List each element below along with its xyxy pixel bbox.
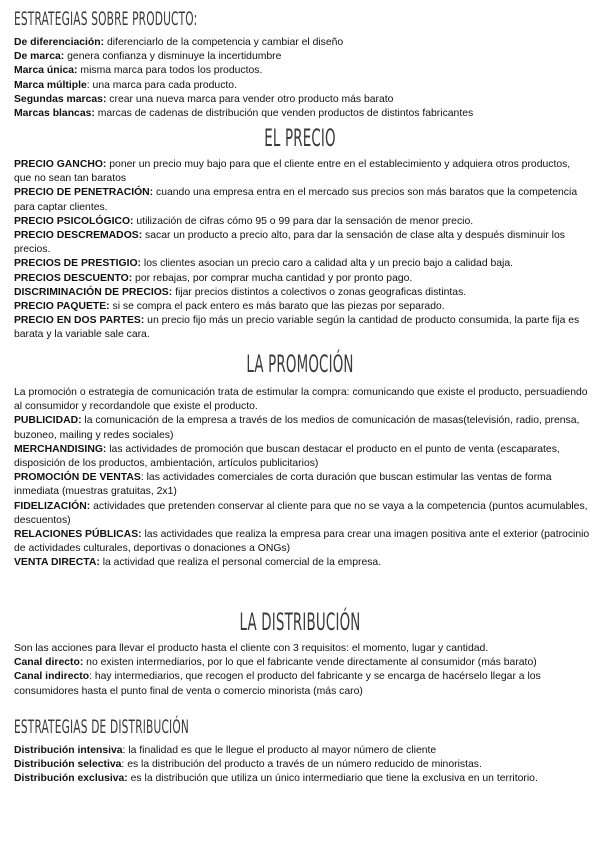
section-heading-distribucion: LA DISTRIBUCIÓN: [239, 608, 361, 636]
list-item: [14, 443, 590, 471]
definition: no existen intermediarios, por lo que el fabricante vende directamente al consumidor (más barato): [83, 657, 537, 669]
definition: : una marca para cada producto.: [86, 79, 237, 91]
definition: por rebajas, por comprar mucha cantidad y por pronto pago.: [132, 272, 413, 284]
list-item: [14, 758, 590, 772]
term: PROMOCIÓN DE VENTAS: [14, 472, 141, 484]
term: Distribución intensiva: [14, 745, 123, 756]
definition: misma marca para todos los productos.: [77, 65, 263, 77]
definition: sacar un producto a precio alto, para dar la sensación de clase alta y después disminuir los precios.: [14, 230, 565, 256]
list-item: [14, 79, 590, 93]
list-item: [14, 656, 590, 670]
term: De diferenciación:: [14, 37, 105, 48]
section-precio: [14, 158, 590, 343]
term: MERCHANDISING:: [14, 443, 107, 455]
definition: : es la distribución del producto a través de un número reducido de minoristas.: [121, 759, 482, 771]
term: PRECIO EN DOS PARTES:: [14, 315, 145, 327]
definition: : la finalidad es que le llegue el producto al mayor número de cliente: [122, 745, 437, 756]
list-item: [14, 158, 590, 186]
term: Segundas marcas:: [14, 93, 107, 105]
term: Marca múltiple: [14, 79, 87, 91]
term: PRECIOS DE PRESTIGIO:: [14, 258, 142, 270]
definition: actividades que pretenden conservar al cliente para que no se vaya a la competencia (puntos acumulables, descuentos): [14, 500, 588, 526]
list-item: [14, 300, 590, 314]
section-producto: [14, 36, 590, 121]
section-heading-estrategias-distribucion: ESTRATEGIAS DE DISTRIBUCIÓN: [14, 716, 190, 738]
term: PUBLICIDAD:: [14, 415, 82, 427]
list-item: [14, 107, 590, 121]
section-intro: La promoción o estrategia de comunicación trata de estimular la compra: comunicando que existe el producto, persuadiendo al consumidor y recordandole que existe el producto.: [14, 387, 588, 413]
definition: un precio fijo más un precio variable según la cantidad de producto consumida, la parte fija es barata y la variable sale cara.: [14, 315, 580, 341]
list-item: [14, 257, 590, 271]
section-heading-promocion: LA PROMOCIÓN: [246, 350, 354, 378]
term: PRECIO GANCHO:: [14, 159, 107, 170]
list-item: [14, 500, 590, 528]
list-item: [14, 286, 590, 300]
term: DISCRIMINACIÓN DE PRECIOS:: [14, 286, 173, 298]
list-item: [14, 229, 590, 257]
section-intro: Son las acciones para llevar el producto hasta el cliente con 3 requisitos: el momento, lugar y cantidad.: [14, 643, 489, 654]
term: Canal directo:: [14, 657, 84, 669]
term: Distribución exclusiva:: [14, 773, 128, 785]
list-item: [14, 93, 590, 107]
term: De marca:: [14, 51, 65, 63]
section-heading-precio: EL PRECIO: [264, 124, 336, 152]
term: VENTA DIRECTA:: [14, 557, 100, 569]
section-distribucion: [14, 642, 590, 699]
definition: la comunicación de la empresa a través de los medios de comunicación de masas(televisión, radio, prensa, buzoneo, mailing y redes sociales): [14, 415, 580, 441]
definition: marcas de cadenas de distribución que venden productos de distintos fabricantes: [94, 108, 474, 120]
term: Distribución selectiva: [14, 759, 122, 771]
list-item: [14, 670, 590, 698]
definition: poner un precio muy bajo para que el cliente entre en el establecimiento y adquiera otros productos, que no sean tan baratos: [14, 159, 571, 185]
list-item: [14, 272, 590, 286]
list-item: [14, 50, 590, 64]
list-item: [14, 528, 590, 556]
definition: genera confianza y disminuye la incertidumbre: [64, 51, 282, 63]
list-item: [14, 64, 590, 78]
term: PRECIO DESCREMADOS:: [14, 230, 143, 242]
definition: si se compra el pack entero es más barato que las piezas por separado.: [109, 301, 445, 313]
list-item: [14, 471, 590, 499]
definition: es la distribución que utiliza un único intermediario que tiene la exclusiva en un territorio.: [127, 773, 538, 785]
definition: los clientes asocian un precio caro a calidad alta y un precio bajo a calidad baja.: [141, 258, 514, 270]
list-item: [14, 772, 590, 786]
list-item: [14, 186, 590, 214]
term: RELACIONES PÚBLICAS:: [14, 529, 142, 541]
term: Canal indirecto: [14, 671, 90, 683]
list-item: [14, 744, 590, 758]
list-item: [14, 414, 590, 442]
definition: las actividades de promoción que buscan destacar el producto en el punto de venta (escaparates, disposición de los productos, ambientación, artículos publicitarios): [14, 443, 560, 470]
definition: : las actividades comerciales de corta duración que buscan estimular las ventas de forma inmediata (muestras gratuitas, 2x1): [14, 472, 552, 498]
definition: utilización de cifras cómo 95 o 99 para dar la sensación de menor precio.: [133, 215, 474, 227]
definition: la actividad que realiza el personal comercial de la empresa.: [99, 557, 382, 569]
definition: diferenciarlo de la competencia y cambiar el diseño: [104, 37, 344, 48]
list-item: [14, 314, 590, 342]
section-estrategias-distribucion: [14, 744, 590, 787]
definition: cuando una empresa entra en el mercado sus precios son más baratos que la competencia para captar clientes.: [14, 187, 578, 213]
term: PRECIO PSICOLÓGICO:: [14, 215, 134, 227]
term: Marcas blancas:: [14, 108, 95, 120]
list-item: [14, 215, 590, 229]
definition: fijar precios distintos a colectivos o zonas geograficas distintas.: [172, 286, 467, 298]
term: FIDELIZACIÓN:: [14, 500, 91, 512]
term: PRECIO PAQUETE:: [14, 301, 110, 313]
list-item: [14, 556, 590, 570]
term: PRECIO DE PENETRACIÓN:: [14, 187, 154, 199]
list-item: [14, 36, 590, 50]
definition: crear una nueva marca para vender otro producto más barato: [106, 93, 394, 105]
definition: las actividades que realiza la empresa para crear una imagen positiva ante el exterior (patrocinio de actividades culturales, deportivas o donaciones a ONGs): [14, 529, 590, 555]
section-promocion: [14, 386, 590, 571]
term: Marca única:: [14, 65, 78, 77]
section-heading-producto: ESTRATEGIAS SOBRE PRODUCTO:: [14, 8, 198, 30]
term: PRECIOS DESCUENTO:: [14, 272, 133, 284]
definition: : hay intermediarios, que recogen el producto del fabricante y se encarga de hacérselo llegar a los consumidores hasta el punto final de venta o comercio minorista (más caro): [14, 671, 541, 697]
